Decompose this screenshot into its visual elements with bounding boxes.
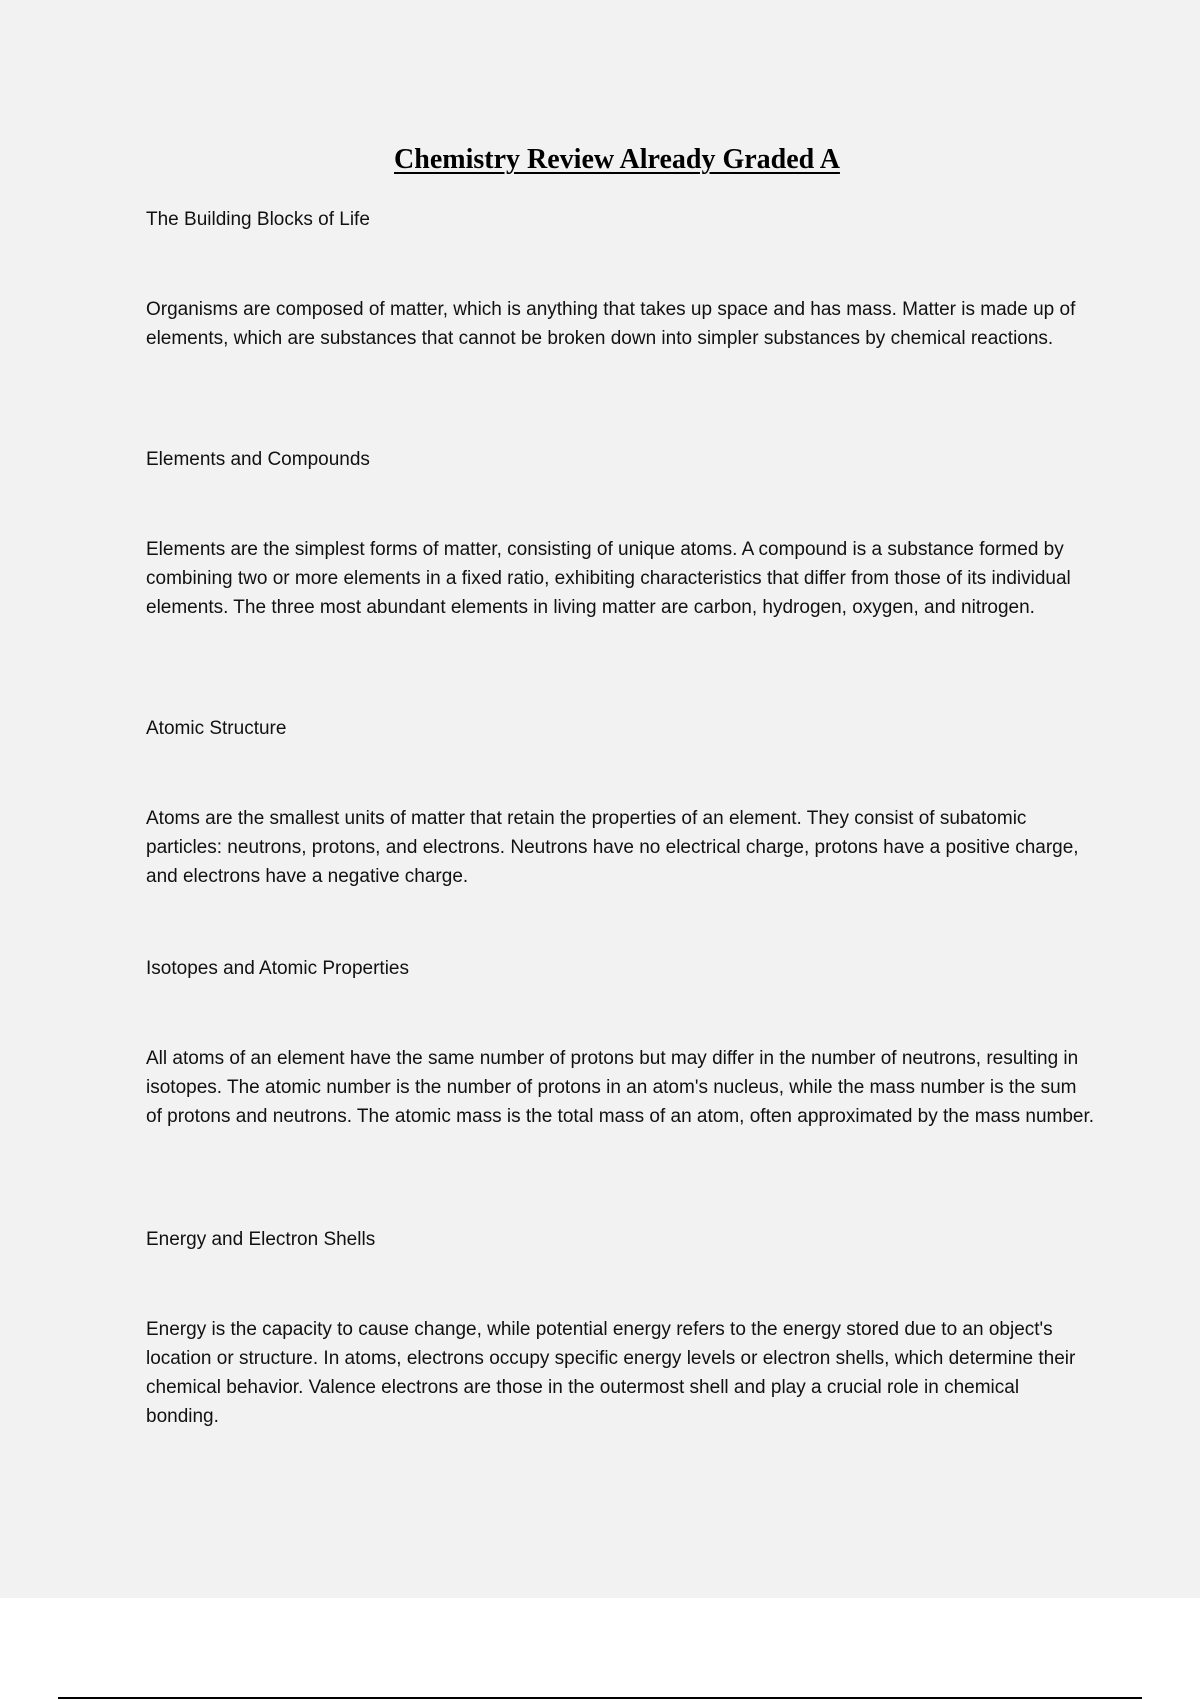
section-heading-elements-compounds: Elements and Compounds	[146, 449, 370, 470]
document-title-text: Chemistry Review Already Graded A	[394, 144, 840, 175]
section-heading-isotopes: Isotopes and Atomic Properties	[146, 958, 409, 979]
section-paragraph-isotopes: All atoms of an element have the same number of protons but may differ in the number of neutrons, resulting in isotopes. The atomic number is the number of protons in an atom's nucleus, while the mass number is the sum of protons and neutrons. The atomic mass is the total mass of an atom, often approximated by the mass number.	[146, 1048, 1095, 1127]
section-paragraph-atomic-structure: Atoms are the smallest units of matter that retain the properties of an element. They consist of subatomic particles: neutrons, protons, and electrons. Neutrons have no electrical charge, protons have a positive charge, and electrons have a negative charge.	[146, 808, 1079, 887]
footer-divider	[58, 1697, 1142, 1699]
document-title	[0, 142, 1200, 178]
section-paragraph-energy-shells: Energy is the capacity to cause change, while potential energy refers to the energy stored due to an object's location or structure. In atoms, electrons occupy specific energy levels or electron shells, which determine their chemical behavior. Valence electrons are those in the outermost shell and play a crucial role in chemical bonding.	[146, 1319, 1076, 1427]
section-heading-atomic-structure: Atomic Structure	[146, 718, 287, 739]
section-paragraph-building-blocks: Organisms are composed of matter, which is anything that takes up space and has mass. Matter is made up of elements, which are substances that cannot be broken down into simpler substances by chemical reactions.	[146, 299, 1076, 349]
section-heading-building-blocks: The Building Blocks of Life	[146, 209, 370, 230]
section-heading-energy-shells: Energy and Electron Shells	[146, 1229, 376, 1250]
section-paragraph-elements-compounds: Elements are the simplest forms of matter, consisting of unique atoms. A compound is a substance formed by combining two or more elements in a fixed ratio, exhibiting characteristics that differ from those of its individual elements. The three most abundant elements in living matter are carbon, hydrogen, oxygen, and nitrogen.	[146, 539, 1071, 618]
